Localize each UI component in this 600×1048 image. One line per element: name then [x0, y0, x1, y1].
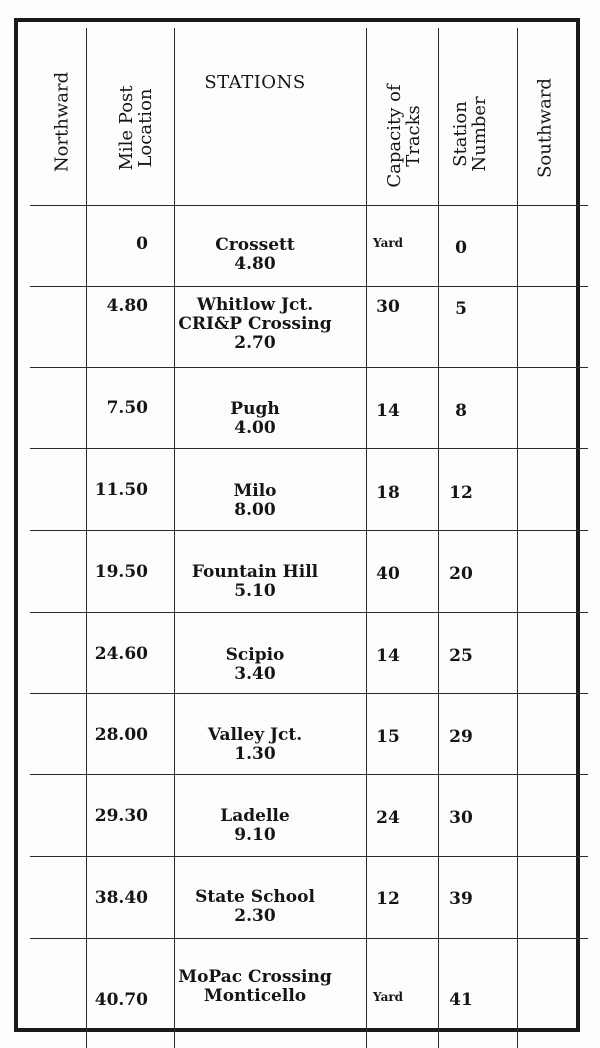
station-number: 20	[449, 564, 473, 584]
station-name: MoPac Crossing Monticello	[178, 967, 332, 1006]
track-capacity: 24	[376, 808, 400, 828]
station-number: 5	[455, 299, 467, 319]
header-stations: STATIONS	[204, 72, 306, 93]
row-divider	[30, 856, 588, 857]
row-divider	[30, 448, 588, 449]
station-number: 30	[449, 808, 473, 828]
header-northward: Northward	[51, 71, 73, 173]
station-number: 25	[449, 646, 473, 666]
row-divider	[30, 938, 588, 939]
row-divider	[30, 205, 588, 206]
mile-post: 19.50	[94, 562, 148, 582]
station-name: Fountain Hill 5.10	[191, 562, 319, 601]
header-southward: Southward	[534, 78, 556, 178]
track-capacity: 14	[376, 401, 400, 421]
mile-post: 4.80	[106, 296, 148, 316]
row-divider	[30, 530, 588, 531]
mile-post: 29.30	[94, 806, 148, 826]
station-name: Crossett 4.80	[215, 235, 295, 274]
row-divider	[30, 693, 588, 694]
mile-post: 40.70	[94, 990, 148, 1010]
track-capacity: 30	[376, 297, 400, 317]
row-divider	[30, 612, 588, 613]
mile-post: 38.40	[94, 888, 148, 908]
column-divider	[517, 28, 518, 1048]
header-capacity-of-tracks: Capacity of Tracks	[384, 84, 424, 188]
track-capacity: 15	[376, 727, 400, 747]
station-number: 0	[455, 238, 467, 258]
header-station-number: Station Number	[450, 96, 490, 172]
header-mile-post-location: Mile Post Location	[116, 85, 156, 171]
station-number: 12	[449, 483, 473, 503]
mile-post: 0	[136, 234, 148, 254]
row-divider	[30, 286, 588, 287]
station-name: Milo 8.00	[233, 481, 277, 520]
mile-post: 24.60	[94, 644, 148, 664]
station-name: Valley Jct. 1.30	[207, 725, 303, 764]
track-capacity: Yard	[372, 236, 404, 250]
station-number: 29	[449, 727, 473, 747]
track-capacity: 12	[376, 889, 400, 909]
row-divider	[30, 367, 588, 368]
station-number: 41	[449, 990, 473, 1010]
track-capacity: Yard	[372, 990, 404, 1004]
mile-post: 11.50	[94, 480, 148, 500]
station-number: 39	[449, 889, 473, 909]
mile-post: 28.00	[94, 725, 148, 745]
timetable-frame	[14, 18, 580, 1032]
station-name: Whitlow Jct. CRI&P Crossing 2.70	[178, 295, 332, 353]
station-name: State School 2.30	[195, 887, 315, 926]
track-capacity: 18	[376, 483, 400, 503]
mile-post: 7.50	[106, 398, 148, 418]
station-name: Scipio 3.40	[225, 645, 285, 684]
station-name: Pugh 4.00	[230, 399, 280, 438]
track-capacity: 40	[376, 564, 400, 584]
track-capacity: 14	[376, 646, 400, 666]
row-divider	[30, 774, 588, 775]
station-name: Ladelle 9.10	[220, 806, 290, 845]
station-number: 8	[455, 401, 467, 421]
